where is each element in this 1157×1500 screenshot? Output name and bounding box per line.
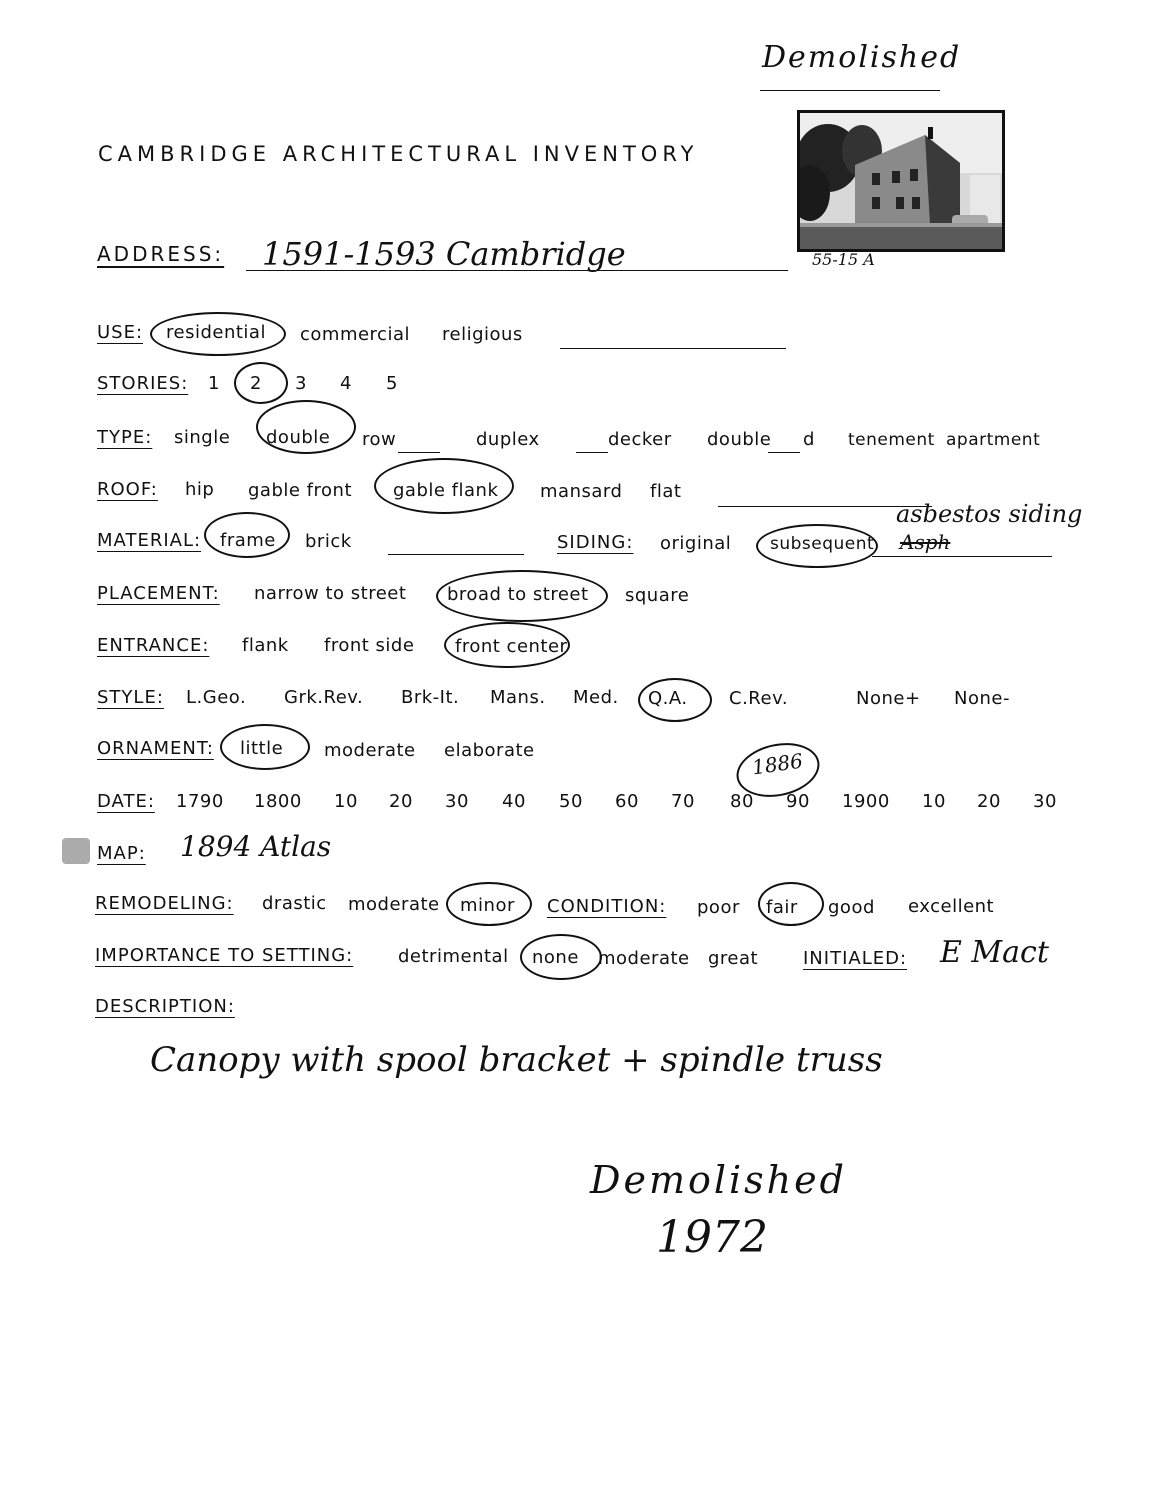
style-option-none-plus: None+ xyxy=(856,688,921,709)
siding-option-subsequent: subsequent xyxy=(770,534,875,554)
use-other-line xyxy=(560,348,786,349)
description-label: DESCRIPTION: xyxy=(95,996,235,1017)
type-selection-circle xyxy=(256,400,356,454)
demolished-stamp-bottom: Demolished xyxy=(590,1158,847,1202)
type-option-tenement: tenement xyxy=(848,430,935,450)
roof-option-hip: hip xyxy=(185,479,215,500)
placement-selection-circle xyxy=(436,570,608,622)
style-option-none-minus: None- xyxy=(954,688,1010,709)
initialed-value: E Mact xyxy=(940,935,1049,970)
type-option-duplex: duplex xyxy=(476,429,540,450)
placement-option-square: square xyxy=(625,585,690,606)
remodeling-option-moderate: moderate xyxy=(348,894,440,915)
condition-selection-circle xyxy=(758,882,824,926)
placement-option-broad: broad to street xyxy=(447,584,589,605)
ornament-option-moderate: moderate xyxy=(324,740,416,761)
material-other-line xyxy=(388,554,524,555)
importance-option-moderate: moderate xyxy=(598,948,690,969)
stories-option-5: 5 xyxy=(386,373,398,394)
siding-note-struck: Asph xyxy=(900,530,951,554)
map-punch-mark xyxy=(62,838,90,864)
style-option-brkit: Brk-It. xyxy=(401,687,460,708)
importance-label: IMPORTANCE TO SETTING: xyxy=(95,945,354,966)
ornament-option-elaborate: elaborate xyxy=(444,740,535,761)
use-option-commercial: commercial xyxy=(300,324,410,345)
entrance-option-flank: flank xyxy=(242,635,289,656)
style-option-med: Med. xyxy=(573,687,619,708)
siding-option-original: original xyxy=(660,533,732,554)
date-option-20: 20 xyxy=(389,791,413,812)
initialed-label: INITIALED: xyxy=(803,948,908,969)
siding-note: asbestos siding xyxy=(896,500,1083,528)
placement-label: PLACEMENT: xyxy=(97,583,220,604)
style-option-lgeo: L.Geo. xyxy=(186,687,247,708)
type-option-d: d xyxy=(803,429,815,450)
style-option-crev: C.Rev. xyxy=(729,688,789,709)
siding-other-line xyxy=(872,556,1052,557)
use-label: USE: xyxy=(97,322,144,343)
remodeling-label: REMODELING: xyxy=(95,893,234,914)
date-option-1910: 10 xyxy=(922,791,946,812)
entrance-label: ENTRANCE: xyxy=(97,635,210,656)
material-option-brick: brick xyxy=(305,531,352,552)
date-option-1800: 1800 xyxy=(254,791,302,812)
material-selection-circle xyxy=(204,512,290,558)
demolished-stamp-top: Demolished xyxy=(762,40,962,75)
date-option-80: 80 xyxy=(730,791,754,812)
ornament-label: ORNAMENT: xyxy=(97,738,214,759)
stories-selection-circle xyxy=(234,362,288,404)
stories-option-4: 4 xyxy=(340,373,352,394)
type-option-row: row xyxy=(362,429,397,450)
date-option-30: 30 xyxy=(445,791,469,812)
roof-label: ROOF: xyxy=(97,479,158,500)
importance-option-great: great xyxy=(708,948,759,969)
style-option-qa: Q.A. xyxy=(648,688,688,709)
siding-label: SIDING: xyxy=(557,532,634,553)
stories-option-2: 2 xyxy=(250,373,262,394)
stories-label: STORIES: xyxy=(97,373,189,394)
map-value: 1894 Atlas xyxy=(180,830,332,863)
stamp-underline xyxy=(760,90,940,91)
type-double-line xyxy=(768,452,800,453)
type-option-decker: decker xyxy=(608,429,672,450)
material-label: MATERIAL: xyxy=(97,530,202,551)
type-decker-line xyxy=(576,452,608,453)
address-value: 1591-1593 Cambridge xyxy=(262,235,626,273)
date-label: DATE: xyxy=(97,791,155,812)
remodeling-option-drastic: drastic xyxy=(262,893,327,914)
ornament-option-little: little xyxy=(240,738,284,759)
type-option-double: double xyxy=(266,427,331,448)
stories-option-3: 3 xyxy=(295,373,307,394)
remodeling-option-minor: minor xyxy=(460,895,515,916)
remodeling-selection-circle xyxy=(446,882,532,926)
entrance-option-front-center: front center xyxy=(455,636,568,657)
stories-option-1: 1 xyxy=(208,373,220,394)
roof-option-mansard: mansard xyxy=(540,481,623,502)
placement-option-narrow: narrow to street xyxy=(254,583,407,604)
style-option-grkrev: Grk.Rev. xyxy=(284,687,364,708)
form-title: CAMBRIDGE ARCHITECTURAL INVENTORY xyxy=(98,142,699,166)
date-option-10: 10 xyxy=(334,791,358,812)
style-label: STYLE: xyxy=(97,687,164,708)
date-option-60: 60 xyxy=(615,791,639,812)
condition-option-good: good xyxy=(828,897,875,918)
importance-option-none: none xyxy=(532,947,579,968)
date-option-70: 70 xyxy=(671,791,695,812)
type-row-line xyxy=(398,452,440,453)
roof-option-flat: flat xyxy=(650,481,682,502)
type-label: TYPE: xyxy=(97,427,153,448)
entrance-selection-circle xyxy=(444,622,570,668)
type-option-double-decker: double xyxy=(707,429,772,450)
photo-ref: 55-15 A xyxy=(812,250,875,269)
date-option-40: 40 xyxy=(502,791,526,812)
date-handwritten: 1886 xyxy=(750,748,805,780)
type-option-apartment: apartment xyxy=(946,430,1041,450)
ornament-selection-circle xyxy=(220,724,310,770)
use-option-residential: residential xyxy=(166,322,266,343)
importance-option-detrimental: detrimental xyxy=(398,946,509,967)
style-option-mans: Mans. xyxy=(490,687,546,708)
condition-label: CONDITION: xyxy=(547,896,667,917)
address-label: ADDRESS: xyxy=(97,242,225,266)
roof-selection-circle xyxy=(374,458,514,514)
condition-option-poor: poor xyxy=(697,897,740,918)
description-value: Canopy with spool bracket + spindle truss xyxy=(150,1040,883,1080)
entrance-option-front-side: front side xyxy=(324,635,415,656)
date-option-1790: 1790 xyxy=(176,791,224,812)
date-option-1920: 20 xyxy=(977,791,1001,812)
style-selection-circle xyxy=(638,678,712,722)
material-option-frame: frame xyxy=(220,530,276,551)
demolished-year: 1972 xyxy=(656,1212,768,1263)
condition-option-excellent: excellent xyxy=(908,896,995,917)
roof-option-gable-front: gable front xyxy=(248,480,352,501)
use-option-religious: religious xyxy=(442,324,523,345)
date-option-90: 90 xyxy=(786,791,810,812)
condition-option-fair: fair xyxy=(766,897,798,918)
use-selection-circle xyxy=(150,312,286,356)
map-label: MAP: xyxy=(97,843,146,864)
date-option-1900: 1900 xyxy=(842,791,890,812)
building-photo xyxy=(797,110,1005,252)
date-option-50: 50 xyxy=(559,791,583,812)
importance-selection-circle xyxy=(520,934,602,980)
roof-option-gable-flank: gable flank xyxy=(393,480,499,501)
date-option-1930: 30 xyxy=(1033,791,1057,812)
address-line xyxy=(246,270,788,271)
type-option-single: single xyxy=(174,427,231,448)
siding-selection-circle xyxy=(756,524,878,568)
